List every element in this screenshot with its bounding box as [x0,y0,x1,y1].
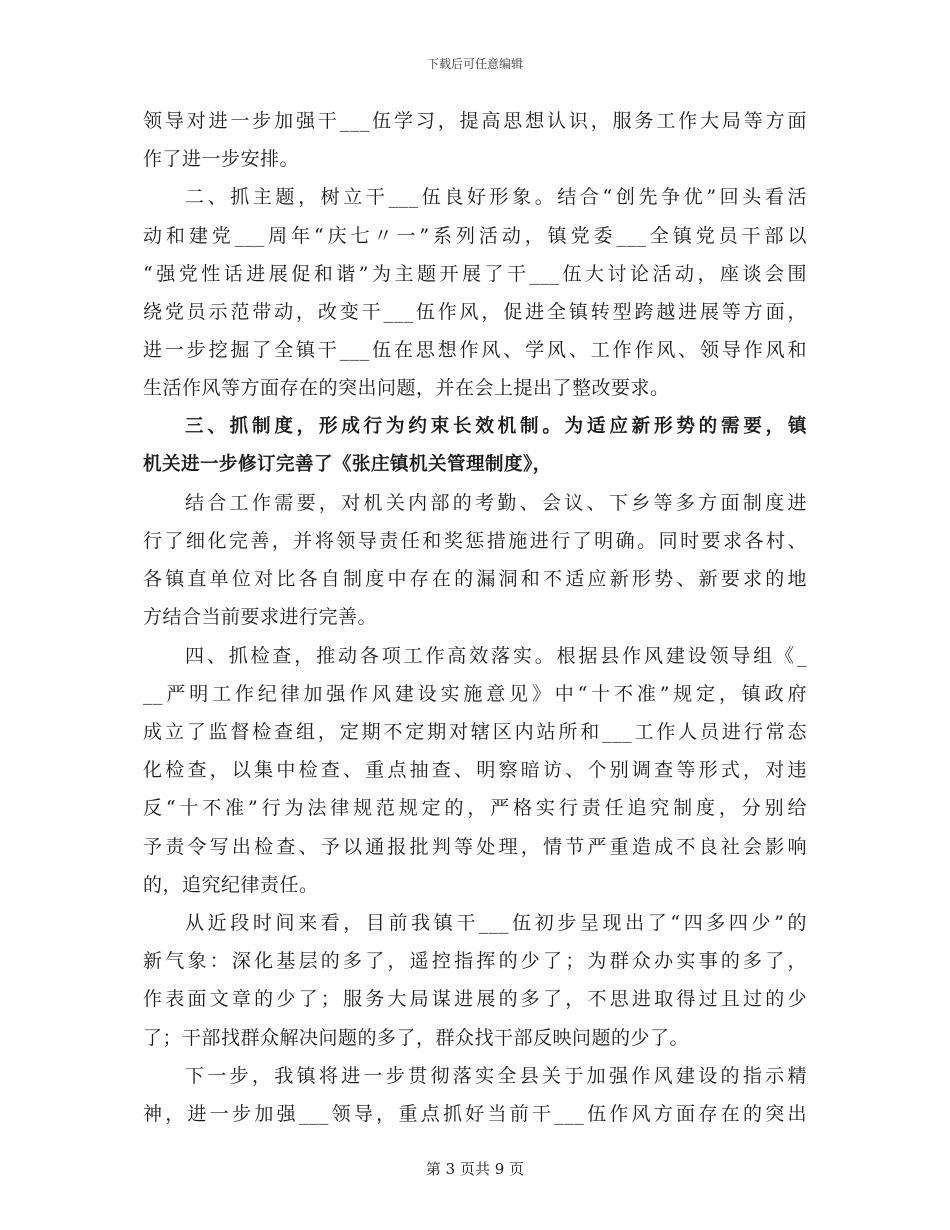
text-line: 作了进一步安排。 [143,148,300,171]
text-line: 二、抓主题，树立干___伍良好形象。结合“创先争优”回头看活 [185,186,807,209]
text-line: 化检查，以集中检查、重点抽查、明察暗访、个别调查等形式，对违 [143,759,807,782]
text-line: 予责令写出检查、予以通报批判等处理，情节严重造成不良社会影响 [143,835,807,858]
text-line: __严明工作纪律加强作风建设实施意见》中“十不准”规定，镇政府 [143,682,807,705]
text-line: 生活作风等方面存在的突出问题，并在会上提出了整改要求。 [143,377,670,400]
text-line: 成立了监督检查组，定期不定期对辖区内站所和___工作人员进行常态 [143,721,807,743]
text-line: 方结合当前要求进行完善。 [143,606,378,629]
text-line: 了；干部找群众解决问题的多了，群众找干部反映问题的少了。 [143,1026,690,1049]
text-line: 四、抓检查，推动各项工作高效落实。根据县作风建设领导组《_ [185,644,807,667]
text-line: 绕党员示范带动，改变干___伍作风，促进全镇转型跨越进展等方面， [143,300,807,323]
page-number-footer: 第 3 页共 9 页 [425,1160,525,1178]
text-line: 进一步挖掘了全镇干___伍在思想作风、学风、工作作风、领导作风和 [143,339,807,362]
text-line: 各镇直单位对比各自制度中存在的漏洞和不适应新形势、新要求的地 [143,568,807,591]
section-heading-line: 机关进一步修订完善了《张庄镇机关管理制度》， [143,453,552,475]
text-line: “强党性话进展促和谐”为主题开展了干___伍大讨论活动，座谈会围 [143,262,807,285]
section-heading-line: 三、抓制度，形成行为约束长效机制。为适应新形势的需要，镇 [185,415,807,437]
document-body [143,102,807,1133]
text-line: 动和建党___周年“庆七〃一”系列活动，镇党委___全镇党员干部以 [143,224,807,247]
text-line: 领导对进一步加强干___伍学习，提高思想认识，服务工作大局等方面 [143,110,807,132]
text-line: 新气象：深化基层的多了，遥控指挥的少了；为群众办实事的多了， [143,950,807,973]
text-line: 作表面文章的少了；服务大局谋进展的多了，不思进取得过且过的少 [143,988,807,1011]
text-line: 反“十不准”行为法律规范规定的，严格实行责任追究制度，分别给 [143,797,807,820]
text-line: 的，追究纪律责任。 [143,873,319,896]
text-line: 行了细化完善，并将领导责任和奖惩措施进行了明确。同时要求各村、 [143,530,807,553]
text-line: 下一步，我镇将进一步贯彻落实全县关于加强作风建设的指示精 [185,1064,807,1087]
text-line: 神，进一步加强___领导，重点抓好当前干___伍作风方面存在的突出 [143,1102,807,1125]
text-line: 结合工作需要，对机关内部的考勤、会议、下乡等多方面制度进 [185,491,807,514]
page-header: 下载后可任意编辑 [426,57,523,71]
text-line: 从近段时间来看，目前我镇干___伍初步呈现出了“四多四少”的 [185,911,807,934]
